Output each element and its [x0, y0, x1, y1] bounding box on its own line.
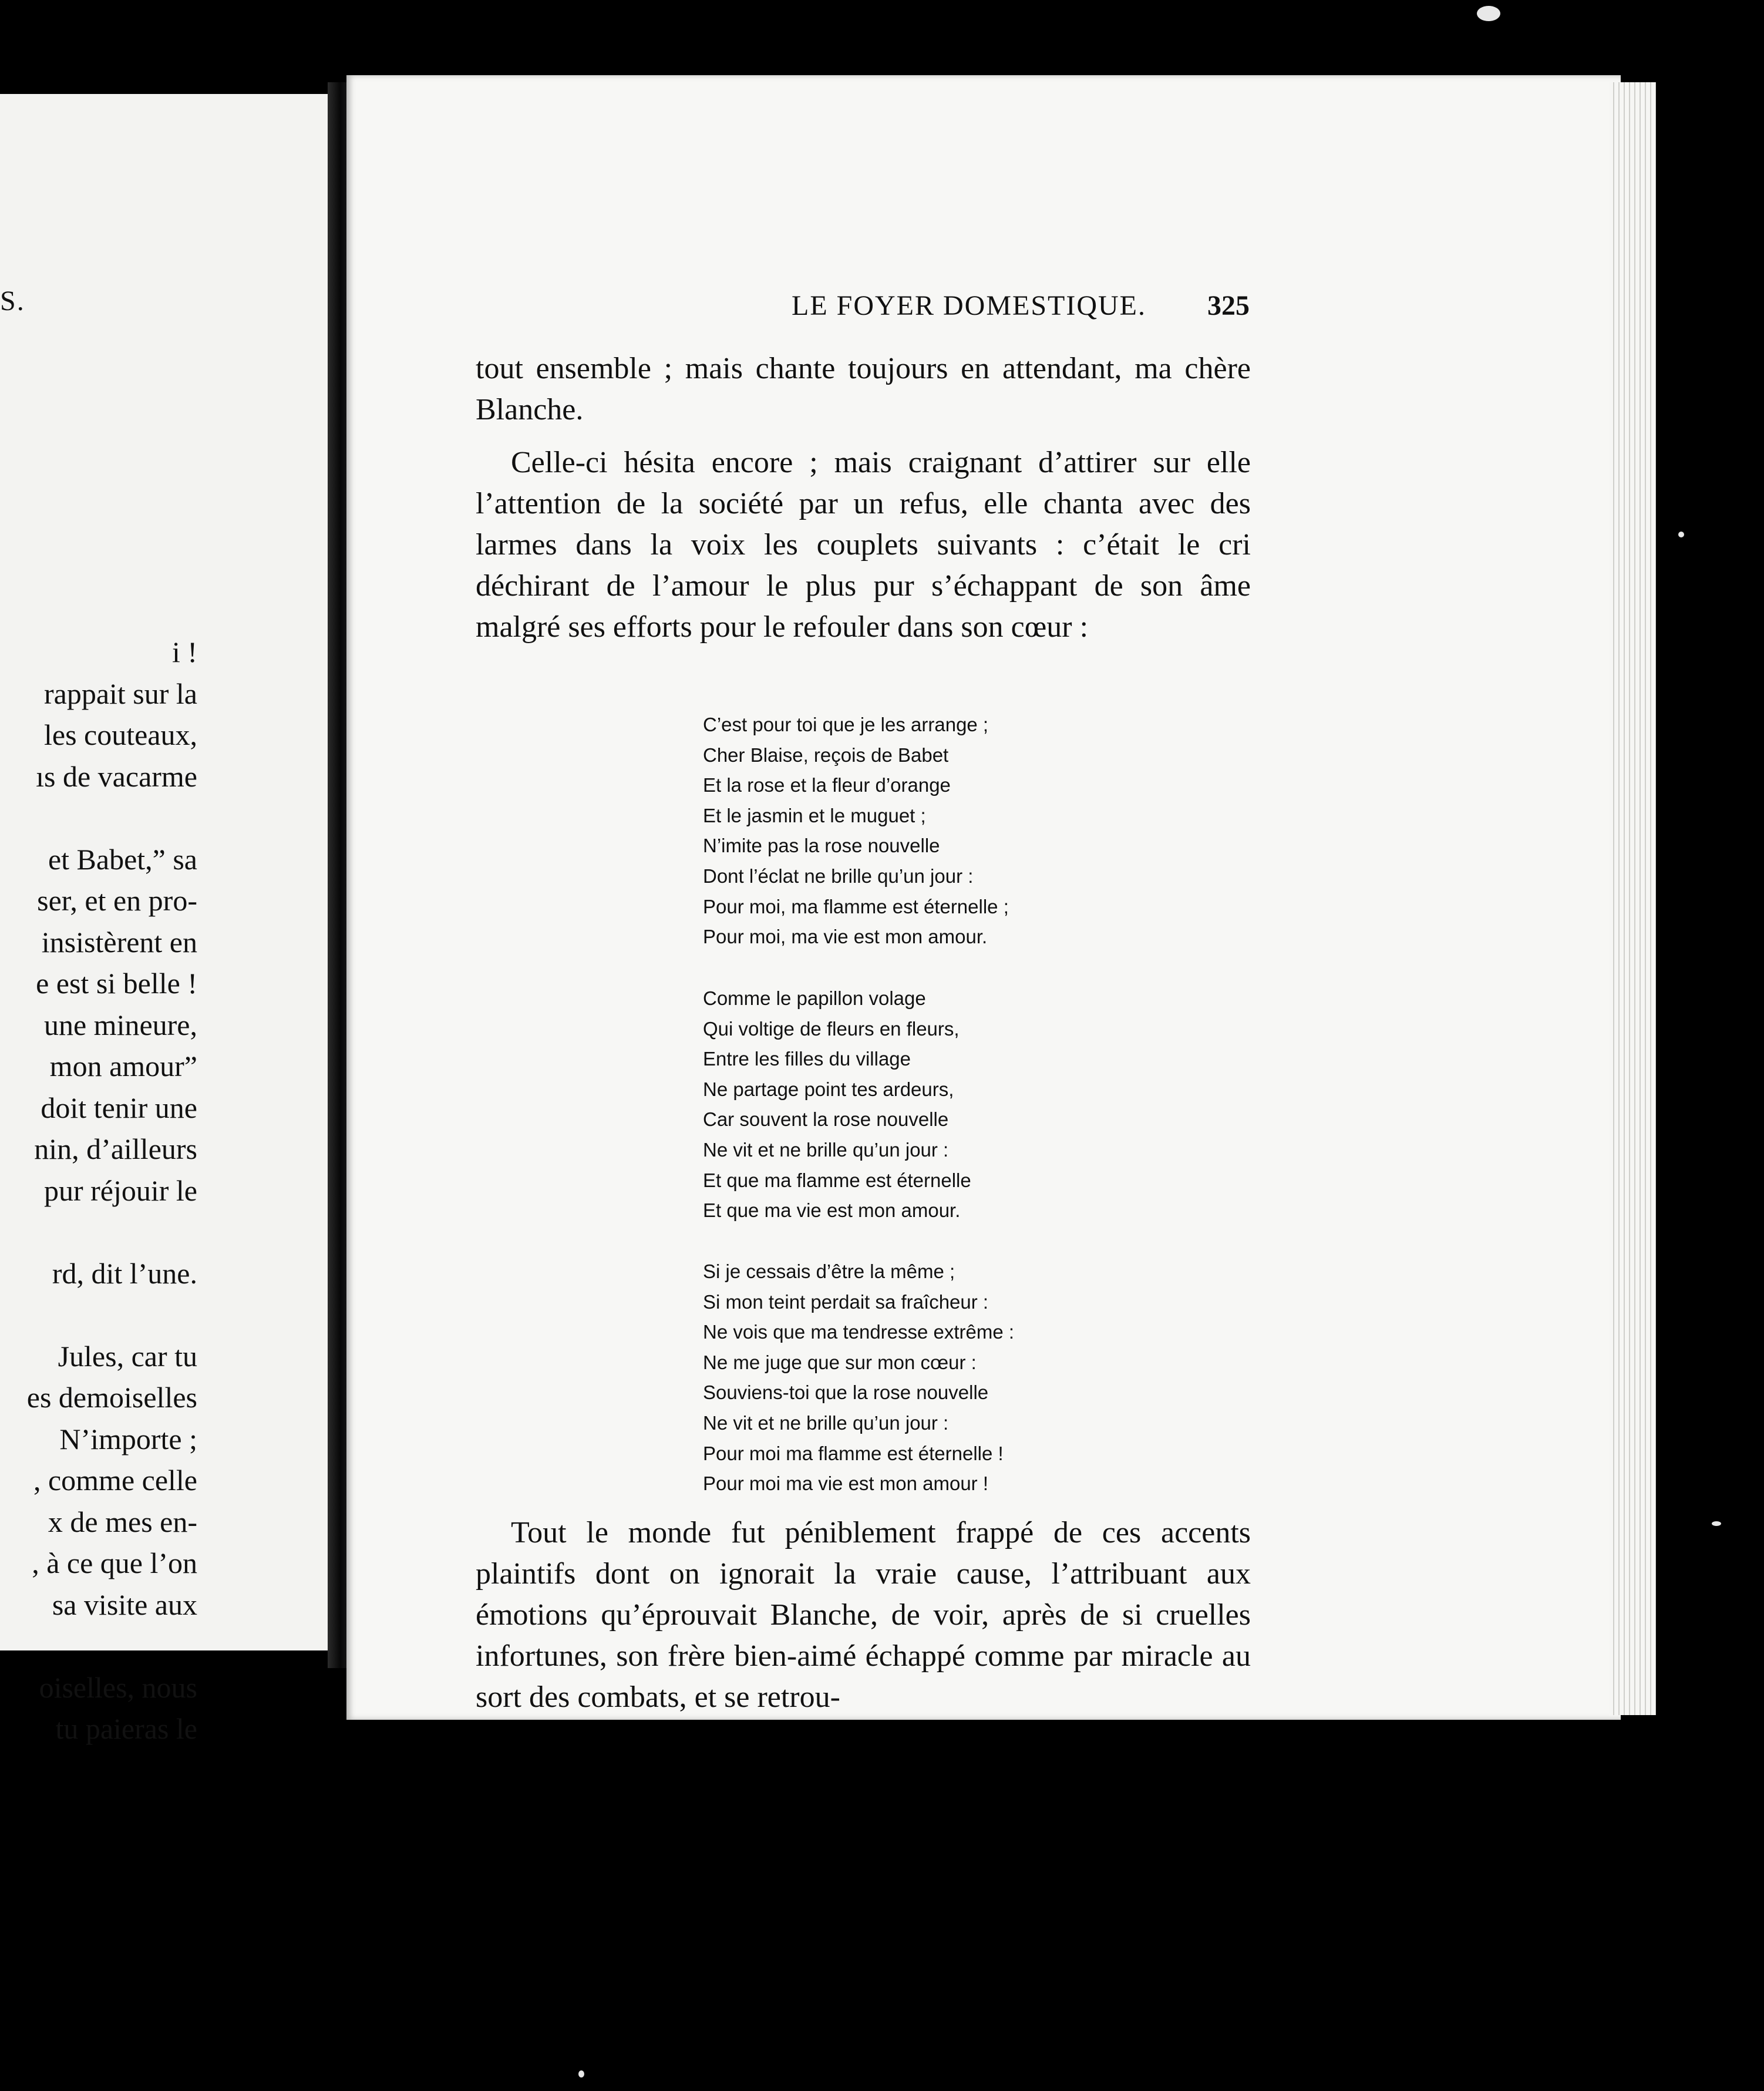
poem-line: Entre les filles du village — [703, 1048, 911, 1070]
left-page-line: mon amour” — [49, 1050, 197, 1083]
poem-line: Pour moi ma flamme est éternelle ! — [703, 1442, 1004, 1464]
poem-line: Pour moi ma vie est mon amour ! — [703, 1473, 989, 1495]
left-page-line: les couteaux, — [43, 718, 197, 751]
left-page-line: insistèrent en — [41, 925, 197, 959]
poem-line: Et que ma flamme est éternelle — [703, 1169, 971, 1191]
book-gutter — [328, 82, 349, 1668]
left-page-line: doit tenir une — [41, 1091, 197, 1124]
paragraph-1 — [476, 348, 1251, 431]
page-number: 325 — [1207, 290, 1250, 321]
left-page-line: es demoiselles — [26, 1381, 197, 1414]
poem-line: Cher Blaise, reçois de Babet — [703, 744, 949, 766]
poem-line: Qui voltige de fleurs en fleurs, — [703, 1017, 960, 1040]
left-page-line: et Babet,” sa — [48, 842, 197, 876]
poem-line: Car souvent la rose nouvelle — [703, 1108, 949, 1131]
left-page-line: , à ce que l’on — [32, 1547, 197, 1579]
left-page-line: une mineure, — [43, 1008, 197, 1041]
left-page-text — [0, 631, 328, 1745]
poem-line: N’imite pas la rose nouvelle — [703, 835, 940, 857]
left-page-line: e est si belle ! — [36, 967, 197, 1000]
left-page-line: sa visite aux — [52, 1588, 197, 1621]
poem-line: Si mon teint perdait sa fraîcheur : — [703, 1290, 989, 1313]
left-page-line: oiselles, nous — [39, 1670, 197, 1704]
dust-speck — [1712, 1521, 1721, 1526]
poem-line: Et que ma vie est mon amour. — [703, 1199, 961, 1222]
poem-stanza-3 — [703, 1256, 1231, 1499]
dust-speck — [1678, 532, 1684, 537]
paragraph-1-text: tout ensemble ; mais chante toujours en attendant, ma chère Blanche. — [476, 352, 1251, 426]
left-page-line: nin, d’ailleurs — [34, 1132, 197, 1165]
poem-line: Pour moi, ma flamme est éternelle ; — [703, 895, 1009, 917]
poem-line: Ne partage point tes ardeurs, — [703, 1078, 954, 1100]
left-page-line: ıs de vacarme — [36, 759, 197, 793]
left-page-line: , comme celle — [33, 1464, 197, 1497]
poem-line: Ne vois que ma tendresse extrême : — [703, 1321, 1015, 1343]
page-header — [346, 290, 1621, 331]
paragraph-2-text: Celle-ci hésita encore ; mais craignant d’attirer sur elle l’attention de la société par un refus, elle chanta avec des larmes dans la voix les couplets suivants : c’était le cri déchirant de l’amour le plus pur s’échappant de son âme malgré ses efforts pour le refouler dans son cœur : — [476, 446, 1251, 644]
poem-line: Comme le papillon volage — [703, 987, 926, 1009]
paragraph-2 — [476, 442, 1251, 648]
page-edges — [1609, 82, 1656, 1715]
left-page-line: ser, et en pro- — [37, 884, 197, 917]
left-page — [0, 94, 328, 1745]
dust-speck — [1477, 6, 1500, 21]
paragraph-3 — [476, 1512, 1251, 1718]
poem-line: C’est pour toi que je les arrange ; — [703, 714, 989, 735]
poem-stanza-2 — [703, 983, 1231, 1226]
poem-line: Souviens-toi que la rose nouvelle — [703, 1381, 989, 1404]
poem-line: Ne me juge que sur mon cœur : — [703, 1351, 977, 1373]
poem-line: Pour moi, ma vie est mon amour. — [703, 926, 988, 948]
dust-speck — [578, 2070, 584, 2077]
poem-line: Et le jasmin et le muguet ; — [703, 804, 926, 826]
left-page-line: rd, dit l’une. — [52, 1256, 197, 1290]
left-page-line: Jules, car tu — [58, 1339, 197, 1373]
left-page-line: tu paieras le — [55, 1712, 197, 1745]
running-title: LE FOYER DOMESTIQUE. — [792, 290, 1146, 321]
poem-line: Ne vit et ne brille qu’un jour : — [703, 1138, 949, 1161]
poem-line: Ne vit et ne brille qu’un jour : — [703, 1411, 949, 1434]
paragraph-3-text: Tout le monde fut péniblement frappé de ces accents plaintifs dont on ignorait la vraie cause, l’attribuant aux émotions qu’éprouvait Blanche, de voir, après de si cruelles infortunes, son frère bien-aimé échappé comme par miracle au sort des combats, et se retrou- — [476, 1516, 1251, 1714]
poem-line: Et la rose et la fleur d’orange — [703, 774, 951, 796]
left-running-head: S. — [0, 285, 25, 317]
right-page — [346, 75, 1621, 1720]
left-page-line: rappait sur la — [43, 677, 197, 710]
left-page-line: pur réjouir le — [43, 1174, 197, 1207]
poem-line: Dont l’éclat ne brille qu’un jour : — [703, 865, 974, 887]
poem-stanza-1 — [703, 710, 1231, 952]
left-page-line: N’importe ; — [59, 1422, 197, 1455]
poem-line: Si je cessais d’être la même ; — [703, 1260, 955, 1282]
left-page-line: i ! — [171, 636, 197, 668]
left-page-line: x de mes en- — [48, 1505, 197, 1538]
